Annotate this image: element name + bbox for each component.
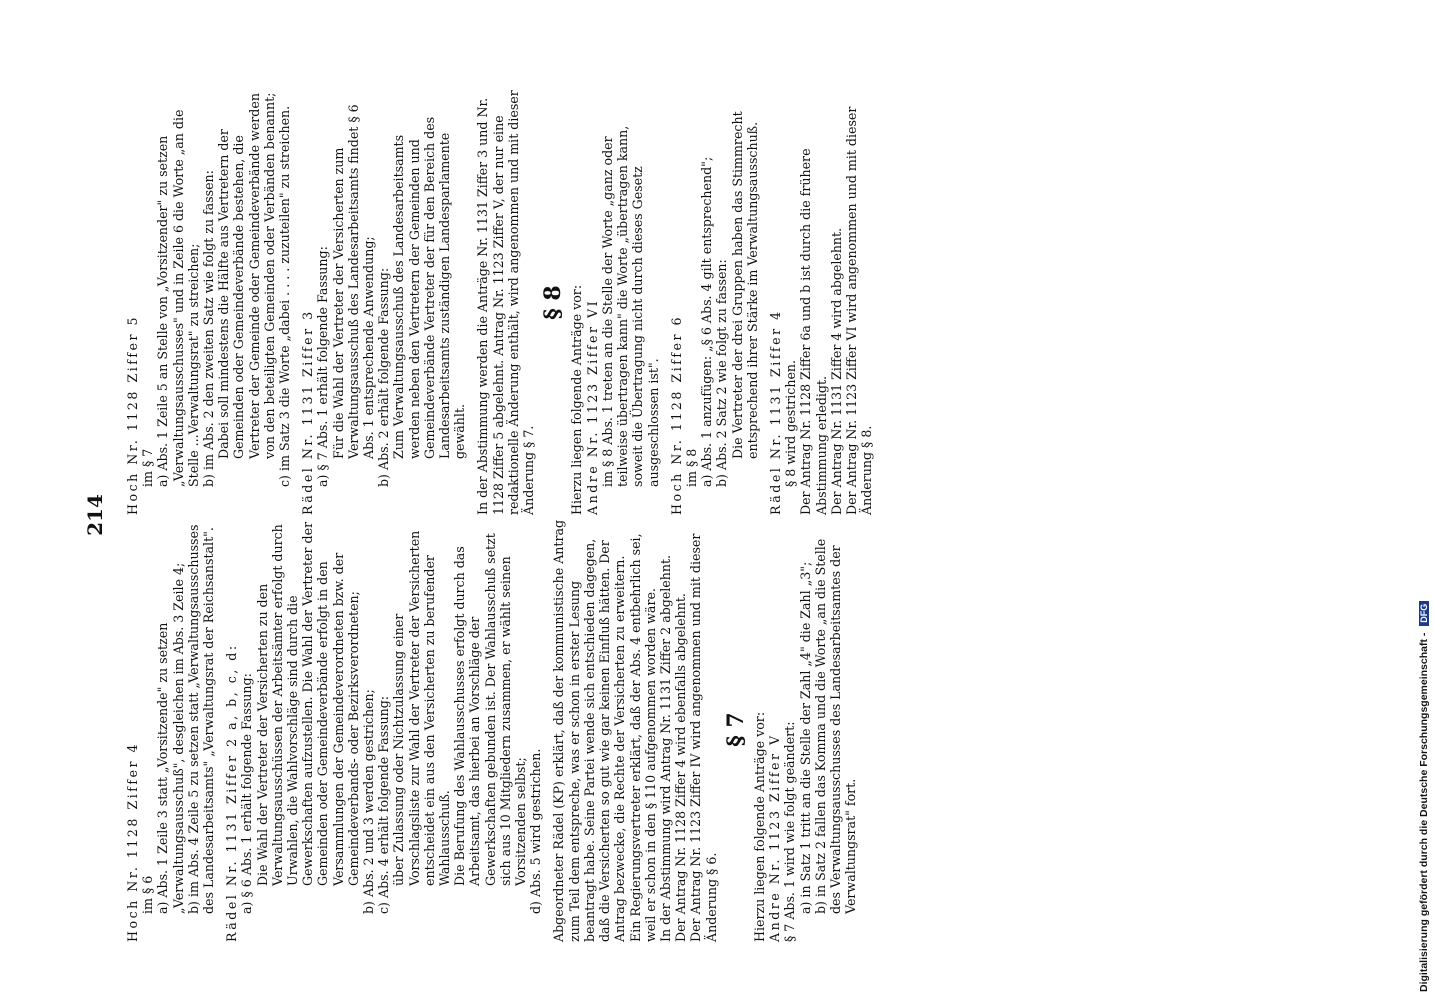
paragraph-ref: im § 6 [140, 875, 156, 914]
section-heading: § 8 [540, 285, 567, 320]
body-paragraph: Hierzu liegen folgende Anträge vor: [751, 711, 767, 942]
body-paragraph: In der Abstimmung werden die Anträge Nr. 1131 Ziffer 3 und Nr. 1128 Ziffer 5 abgelehnt. Antrag Nr. 1123 Ziffer V, der nur eine redaktionelle Änderung enthält, wird angenommen und mit dieser Änderung § 7. [475, 90, 537, 515]
digitization-credit [1418, 601, 1430, 992]
body-paragraph: Abgeordneter Rädel (KP) erklärt, daß der kommunistische Antrag zum Teil dem entspreche, was er schon in erster Lesung beantragt habe. Seine Partei wende sich entschieden dagegen, daß die Versicherten so gut wie gar keinen Einfluß hätten. Der Antrag bezwecke, die Rechte der Versicherten zu erweitern. [551, 519, 628, 942]
list-item: b) in Satz 2 fallen das Komma und die Worte „an die Stelle des Verwaltungsausschusses des Landesarbeitsamtes der Verwaltungsrat" fort. [812, 538, 859, 914]
list-item: d) Abs. 5 wird gestrichen. [528, 748, 544, 914]
body-paragraph: Hierzu liegen folgende Anträge vor: [569, 284, 585, 515]
quoted-text: Dabei soll mindestens die Hälfte aus Vertretern der Gemeinden oder Gemeindeverbände bestehen, die Vertreter der Gemeinde oder Gemeindeverbände werden von den beteiligten Gemeinden oder Verbänden benannt; [216, 92, 277, 459]
list-item: a) Abs. 1 Zeile 3 statt „Vorsitzende" zu setzen „Verwaltungsausschuß", desgleichen im Abs. 3 Zeile 4; [155, 562, 186, 914]
paragraph-ref: im § 7 [140, 448, 156, 487]
body-paragraph: § 8 wird gestrichen. [783, 359, 799, 487]
motion-heading: Hoch Nr. 1128 Ziffer 4 [125, 741, 140, 942]
right-text-column [125, 90, 874, 515]
list-item: a) § 6 Abs. 1 erhält folgende Fassung: [239, 673, 255, 914]
body-paragraph: Der Antrag Nr. 1128 Ziffer 6a und b ist durch die frühere Abstimmung erledigt. [798, 148, 829, 515]
list-item: b) Abs. 2 und 3 werden gestrichen; [361, 689, 377, 914]
body-paragraph: § 7 Abs. 1 wird wie folgt geändert: [782, 721, 798, 942]
body-paragraph: im § 8 Abs. 1 treten an die Stelle der Worte „ganz oder teilweise übertragen kann" die Worte „übertragen kann, soweit die Übertragung nicht durch dieses Gesetz ausgeschlossen ist". [599, 125, 661, 487]
body-paragraph: In der Abstimmung wird Antrag Nr. 1131 Ziffer 2 abgelehnt. [657, 554, 673, 942]
motion-heading: Rädel Nr. 1131 Ziffer 2 a, b, c, d: [224, 643, 240, 942]
list-item: a) Abs. 1 Zeile 5 an Stelle von „Vorsitzender" zu setzen „Verwaltungsausschusses" und in Zeile 6 die Worte „an die Stelle ...Verwaltungsrat" zu streichen; [155, 109, 201, 487]
left-text-column [125, 517, 858, 942]
body-paragraph: Der Antrag Nr. 1131 Ziffer 4 wird abgelehnt. [828, 227, 844, 515]
list-item: b) im Abs. 2 den zweiten Satz wie folgt zu fassen: [201, 170, 217, 487]
page-number: 214 [83, 494, 107, 536]
body-paragraph: Ein Regierungsvertreter erklärt, daß der Abs. 4 entbehrlich sei, weil er schon in den § 110 aufgenommen worden wäre. [627, 533, 658, 942]
list-item: a) in Satz 1 tritt an die Stelle der Zahl „4" die Zahl „3"; [797, 561, 813, 914]
quoted-text: Für die Wahl der Vertreter der Versicherten zum Verwaltungsausschuß des Landesarbeitsamts findet § 6 Abs. 1 entsprechende Anwendung; [330, 104, 377, 459]
motion-heading: Andre Nr. 1123 Ziffer V [767, 733, 783, 942]
body-paragraph: Der Antrag Nr. 1123 Ziffer VI wird angenommen und mit dieser Änderung § 8. [843, 106, 875, 515]
list-item: a) Abs. 1 anzufügen: „§ 6 Abs. 4 gilt entsprechend"; [699, 156, 715, 487]
motion-heading: Andre Nr. 1123 Ziffer VI [584, 298, 600, 515]
credit-text: Digitalisierung gefördert durch die Deutsche Forschungsgemeinschaft - [1418, 632, 1430, 992]
quoted-text: Die Wahl der Vertreter der Versicherten zu den Verwaltungsausschüssen der Arbeitsämter erfolgt durch Urwahlen, die Wahlvorschläge sind durch die Gewerkschaften aufzustellen. Die Wahl der Vertreter der Gemeinden oder Gemeindeverbände erfolgt in den Versammlungen der Gemeindeverordneten bzw. der Gemeindeverbands- oder Bezirksverordneten; [254, 521, 361, 886]
quoted-text: Zum Verwaltungsausschuß des Landesarbeitsamts werden neben den Vertretern der Gemeinden und Gemeindeverbände Vertreter der für den Bereich des Landesarbeitsamts zuständigen Landesparlamente gewählt. [391, 116, 468, 459]
list-item: a) § 7 Abs. 1 erhält folgende Fassung: [315, 246, 331, 487]
quoted-text: über Zulassung oder Nichtzulassung einer Vorschlagsliste zur Wahl der Vertreter der Versicherten entscheidet ein aus den Versicherten zu berufender Wahlausschuß. [391, 530, 453, 886]
motion-heading: Hoch Nr. 1128 Ziffer 5 [125, 314, 140, 515]
list-item: b) Abs. 2 Satz 2 wie folgt zu fassen: [714, 259, 730, 487]
list-item: c) im Satz 3 die Worte „dabei . . . . zuzuteilen" zu streichen. [277, 105, 293, 487]
list-item: b) im Abs. 4 Zeile 5 zu setzen statt „Verwaltungsausschusses des Landesarbeitsamts" „Verwaltungsrat der Reichsanstalt". [185, 524, 217, 914]
body-paragraph: Der Antrag Nr. 1123 Ziffer IV wird angenommen und mit dieser Änderung § 6. [688, 533, 719, 942]
dfg-logo: DFG [1419, 601, 1429, 626]
list-item: b) Abs. 2 erhält folgende Fassung: [376, 267, 392, 487]
paragraph-ref: im § 8 [683, 448, 699, 487]
motion-heading: Hoch Nr. 1128 Ziffer 6 [668, 314, 684, 515]
section-heading: § 7 [722, 712, 749, 747]
rotated-document-page [83, 70, 1298, 960]
list-item: c) Abs. 4 erhält folgende Fassung: [376, 695, 392, 914]
quoted-text: Die Vertreter der drei Gruppen haben das Stimmrecht entsprechend ihrer Stärke im Verwaltungsausschuß. [729, 111, 760, 459]
motion-heading: Rädel Nr. 1131 Ziffer 4 [767, 309, 783, 515]
body-paragraph: Der Antrag Nr. 1128 Ziffer 4 wird ebenfalls abgelehnt. [673, 593, 689, 942]
quoted-text: Die Berufung des Wahlausschusses erfolgt durch das Arbeitsamt, das hierbei an Vorschläge der Gewerkschaften gebunden ist. Der Wahlausschuß setzt sich aus 10 Mitgliedern zusammen, er wählt seinen Vorsitzenden selbst; [452, 533, 529, 886]
motion-heading: Rädel Nr. 1131 Ziffer 3 [300, 309, 316, 515]
